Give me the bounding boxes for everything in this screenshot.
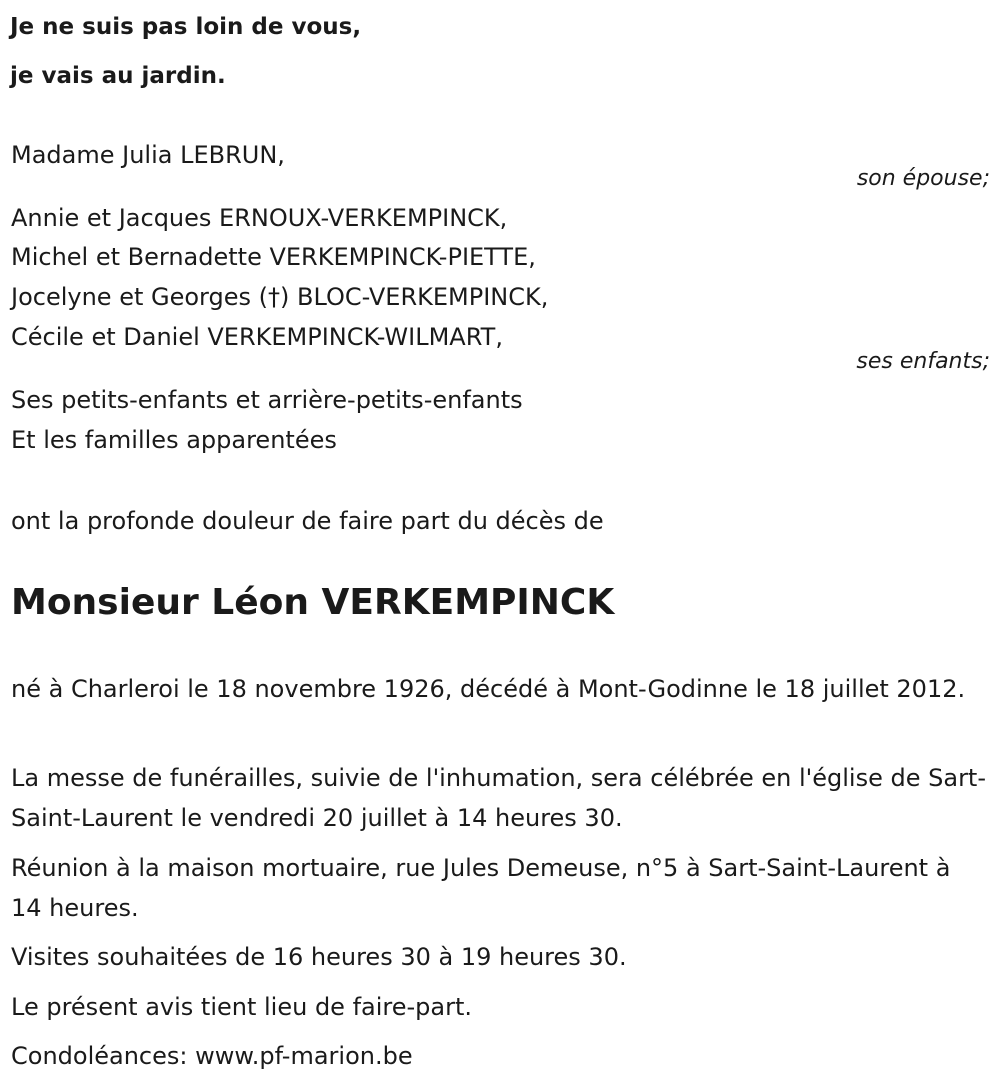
child-line-3: Jocelyne et Georges (†) BLOC-VERKEMPINCK, xyxy=(11,283,549,311)
child-line-1: Annie et Jacques ERNOUX-VERKEMPINCK, xyxy=(11,204,508,232)
child-line-4: Cécile et Daniel VERKEMPINCK-WILMART, xyxy=(11,323,503,351)
condolences-link: Condoléances: www.pf-marion.be xyxy=(11,1042,413,1070)
family-line-1: Ses petits-enfants et arrière-petits-enfants xyxy=(11,386,523,414)
epigraph-line-2: je vais au jardin. xyxy=(10,63,226,89)
children-role: ses enfants; xyxy=(856,349,990,374)
spouse-name: Madame Julia LEBRUN, xyxy=(11,141,285,169)
child-line-2: Michel et Bernadette VERKEMPINCK-PIETTE, xyxy=(11,243,536,271)
gathering-info: Réunion à la maison mortuaire, rue Jules Demeuse, n°5 à Sart-Saint-Laurent à 14 heures. xyxy=(11,854,951,922)
deceased-name: Monsieur Léon VERKEMPINCK xyxy=(11,582,615,623)
family-line-2: Et les familles apparentées xyxy=(11,426,337,454)
funeral-mass-info: La messe de funérailles, suivie de l'inhumation, sera célébrée en l'église de Sart-Saint-Laurent le vendredi 20 juillet à 14 heures 30. xyxy=(11,764,986,832)
epigraph-line-1: Je ne suis pas loin de vous, xyxy=(10,14,362,40)
spouse-role: son épouse; xyxy=(856,166,990,191)
announcement: ont la profonde douleur de faire part du décès de xyxy=(11,507,604,535)
birth-death-info: né à Charleroi le 18 novembre 1926, décédé à Mont-Godinne le 18 juillet 2012. xyxy=(11,675,966,703)
notice-statement: Le présent avis tient lieu de faire-part. xyxy=(11,993,473,1021)
visiting-hours: Visites souhaitées de 16 heures 30 à 19 heures 30. xyxy=(11,943,627,971)
